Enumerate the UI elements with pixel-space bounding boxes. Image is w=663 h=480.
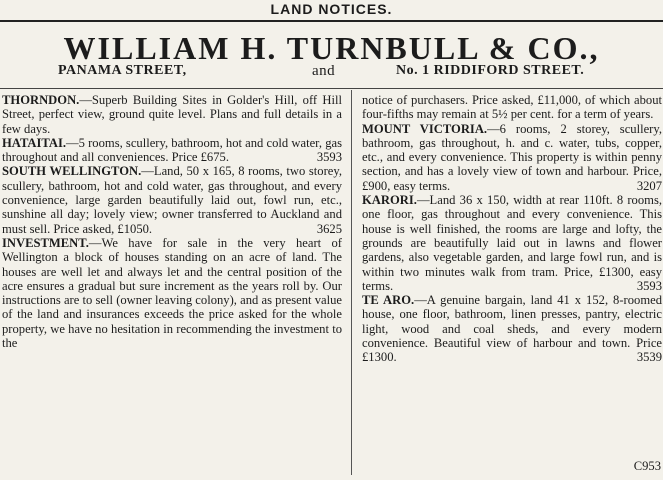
header-rule [0,88,663,89]
address-join: and [312,63,336,79]
listing-text: notice of purchasers. Price asked, £11,000, of which about four-fifths may remain at 5½ per cent. for a term of years. [362,93,662,122]
listing-ref: 3539 [636,350,662,365]
listing-entry [362,122,662,193]
listing-entry [2,136,342,165]
listing-text: —5 rooms, scullery, bathroom, hot and cold water, gas throughout and all conveniences. Price £675. [2,135,342,165]
listing-heading: MOUNT VICTORIA. [362,121,488,136]
listing-entry [2,93,342,136]
listing-text: —Superb Building Sites in Golder's Hill, off Hill Street, perfect view, ground quite level. Plans and full details in a few days. [2,93,342,136]
address-right: No. 1 RIDDIFORD STREET. [396,63,585,78]
listing-text: —A genuine bargain, land 41 x 152, 8-roomed house, one floor, bathroom, linen presses, pantry, electric light, wood and coal sheds, and every modern convenience. Beautiful view of harbour and town. Price £1300. [362,293,663,365]
listing-heading: SOUTH WELLINGTON. [2,164,142,179]
listing-entry [362,293,662,364]
listing-heading: TE ARO. [362,293,415,308]
listing-ref: 3593 [636,278,662,293]
clipping-ref: C953 [633,459,661,473]
listing-entry [362,93,662,122]
listing-text: —Land, 50 x 165, 8 rooms, two storey, scullery, bathroom, hot and cold water, gas throughout, and every convenience, large garden beautifully laid out, fowl run, etc., sunshine all day; lovely view; owner transferred to Auckland and must sell. Price asked, £1050. [2,164,343,236]
column-divider [351,90,352,475]
section-header [0,0,663,22]
listing-entry [362,193,662,293]
listing-entry [2,164,342,235]
right-column [362,93,662,365]
address-left: PANAMA STREET, [58,63,187,78]
left-column [2,93,342,350]
listing-ref: 3207 [636,178,662,193]
listing-heading: KARORI. [362,193,417,208]
listing-heading: HATAITAI. [2,135,67,150]
listing-text: —We have for sale in the very heart of Wellington a block of houses standing on an acre of land. The houses are well let and always let and the central position of the acre ensures a gradual but sure increment as the years roll by. Our instructions are to sell (owner leaving colony), and as present value of the land and insurances exceeds the price asked for the whole property, we have no hesitation in recommending the investment to the [2,235,342,351]
firm-name: WILLIAM H. TURNBULL & CO., [63,30,600,66]
listing-text: —Land 36 x 150, width at rear 110ft. 8 rooms, one floor, gas throughout and every convenience. This house is well finished, the rooms are large and lofty, the grounds are beautifully laid out in lawns and flower gardens, also vegetable garden, and large fowl run, and is within two minutes walk from tram. Price, £1300, easy terms. [362,193,662,293]
listing-ref: 3593 [316,150,342,165]
listing-heading: THORNDON. [2,93,80,107]
listing-ref: 3625 [316,221,342,236]
listing-entry [2,236,342,350]
listing-text: —6 rooms, 2 storey, scullery, bathroom, gas throughout, h. and c. water, tubs, copper, etc., and every convenience. This property is within penny section, and has a lovely view of town and harbour. Price, £900, easy terms. [362,121,663,193]
section-title: LAND NOTICES. [270,1,393,17]
listing-heading: INVESTMENT. [2,235,89,250]
